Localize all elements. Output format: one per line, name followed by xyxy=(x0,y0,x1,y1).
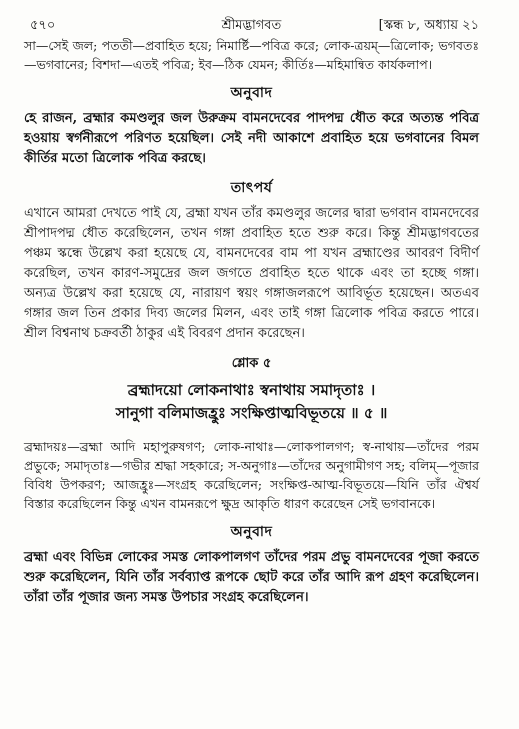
spacer xyxy=(24,425,479,437)
book-title: শ্রীমদ্ভাগবত xyxy=(221,18,282,33)
purport-heading: তাৎপর্য xyxy=(230,180,273,196)
word-meanings-1: সা—সেই জল; পততী—প্রবাহিত হয়ে; নিমার্ষ্টি—পবিত্র করে; লোক-ত্রয়ম্—ত্রিলোক; ভগবতঃ—ভগবানের; বিশদা—এতই পবিত্র; ইব—ঠিক যেমন; কীর্তিঃ—মহিমান্বিত কার্যকলাপ। xyxy=(24,38,479,72)
translation-2: ব্রহ্মা এবং বিভিন্ন লোকের সমস্ত লোকপালগণ তাঁদের পরম প্রভু বামনদেবের পূজা করতে শুরু করেছিলেন, যিনি তাঁর সর্বব্যাপ্ত রূপকে ছোট করে তাঁর আদি রূপ গ্রহণ করেছিলেন। তাঁরা তাঁর পূজার জন্য সমস্ত উপচার সংগ্রহ করেছিলেন। xyxy=(24,550,479,605)
page-number: ৫৭০ xyxy=(30,18,56,33)
translation-heading-2: অনুবাদ xyxy=(230,524,273,540)
word-meanings-2: ব্রহ্মাদয়ঃ—ব্রহ্মা আদি মহাপুরুষগণ; লোক-নাথাঃ—লোকপালগণ; স্ব-নাথায়—তাঁদের পরম প্রভুকে; সমাদৃতাঃ—গভীর শ্রদ্ধা সহকারে; স-অনুগাঃ—তাঁদের অনুগামীগণ সহ; বলিম্—পূজার বিবিধ উপকরণ; আজহ্রুঃ—সংগ্রহ করেছিলেন; সংক্ষিপ্ত-আত্ম-বিভূতয়ে—যিনি তাঁর ঐশ্বর্য বিস্তার করেছিলেন কিন্তু এখন বামনরূপে ক্ষুদ্র আকৃতি ধারণ করেছেন সেই ভগবানকে। xyxy=(24,439,479,511)
section-label: [স্কন্ধ ৮, অধ্যায় ২১ xyxy=(378,18,479,33)
verse-line-1: ব্রহ্মাদয়ো লোকনাথাঃ স্বনাথায় সমাদৃতাঃ । xyxy=(127,381,376,399)
translation-heading-1: অনুবাদ xyxy=(230,85,273,101)
page-header xyxy=(24,14,479,36)
verse-line-2: সানুগা বলিমাজহ্রুঃ সংক্ষিপ্তাত্মবিভূতয়ে ॥ ৫ ॥ xyxy=(115,404,388,422)
shloka-heading: শ্লোক ৫ xyxy=(231,356,272,371)
translation-1: হে রাজন, ব্রহ্মার কমণ্ডলুর জল উরুক্রম বামনদেবের পাদপদ্ম ধৌত করে অত্যন্ত পবিত্র হওয়ায় স্বর্গনীরূপে পরিণত হয়েছিল। সেই নদী আকাশে প্রবাহিত হয়ে ভগবানের বিমল কীর্তির মতো ত্রিলোক পবিত্র করছে। xyxy=(24,111,479,166)
purport-text: এখানে আমরা দেখতে পাই যে, ব্রহ্মা যখন তাঁর কমণ্ডলুর জলের দ্বারা ভগবান বামনদেবের শ্রীপাদপদ্ম ধৌত করেছিলেন, তখন গঙ্গা প্রবাহিত হতে শুরু করে। কিন্তু শ্রীমদ্ভাগবতের পঞ্চম স্কন্ধে উল্লেখ করা হয়েছে যে, বামনদেবের বাম পা যখন ব্রহ্মাণ্ডের আবরণ বিদীর্ণ করেছিল, তখন কারণ-সমুদ্রের জল জগতে প্রবাহিত হতে থাকে এবং তা হচ্ছে গঙ্গা। অন্যত্র উল্লেখ করা হয়েছে যে, নারায়ণ স্বয়ং গঙ্গাজলরূপে আবির্ভূত হয়েছেন। অতএব গঙ্গার জল তিন প্রকার দিব্য জলের মিলন, এবং তাই গঙ্গা ত্রিলোক পবিত্র করতে পারে। শ্রীল বিশ্বনাথ চক্রবর্তী ঠাকুর এই বিবরণ প্রদান করেছেন। xyxy=(24,206,479,341)
